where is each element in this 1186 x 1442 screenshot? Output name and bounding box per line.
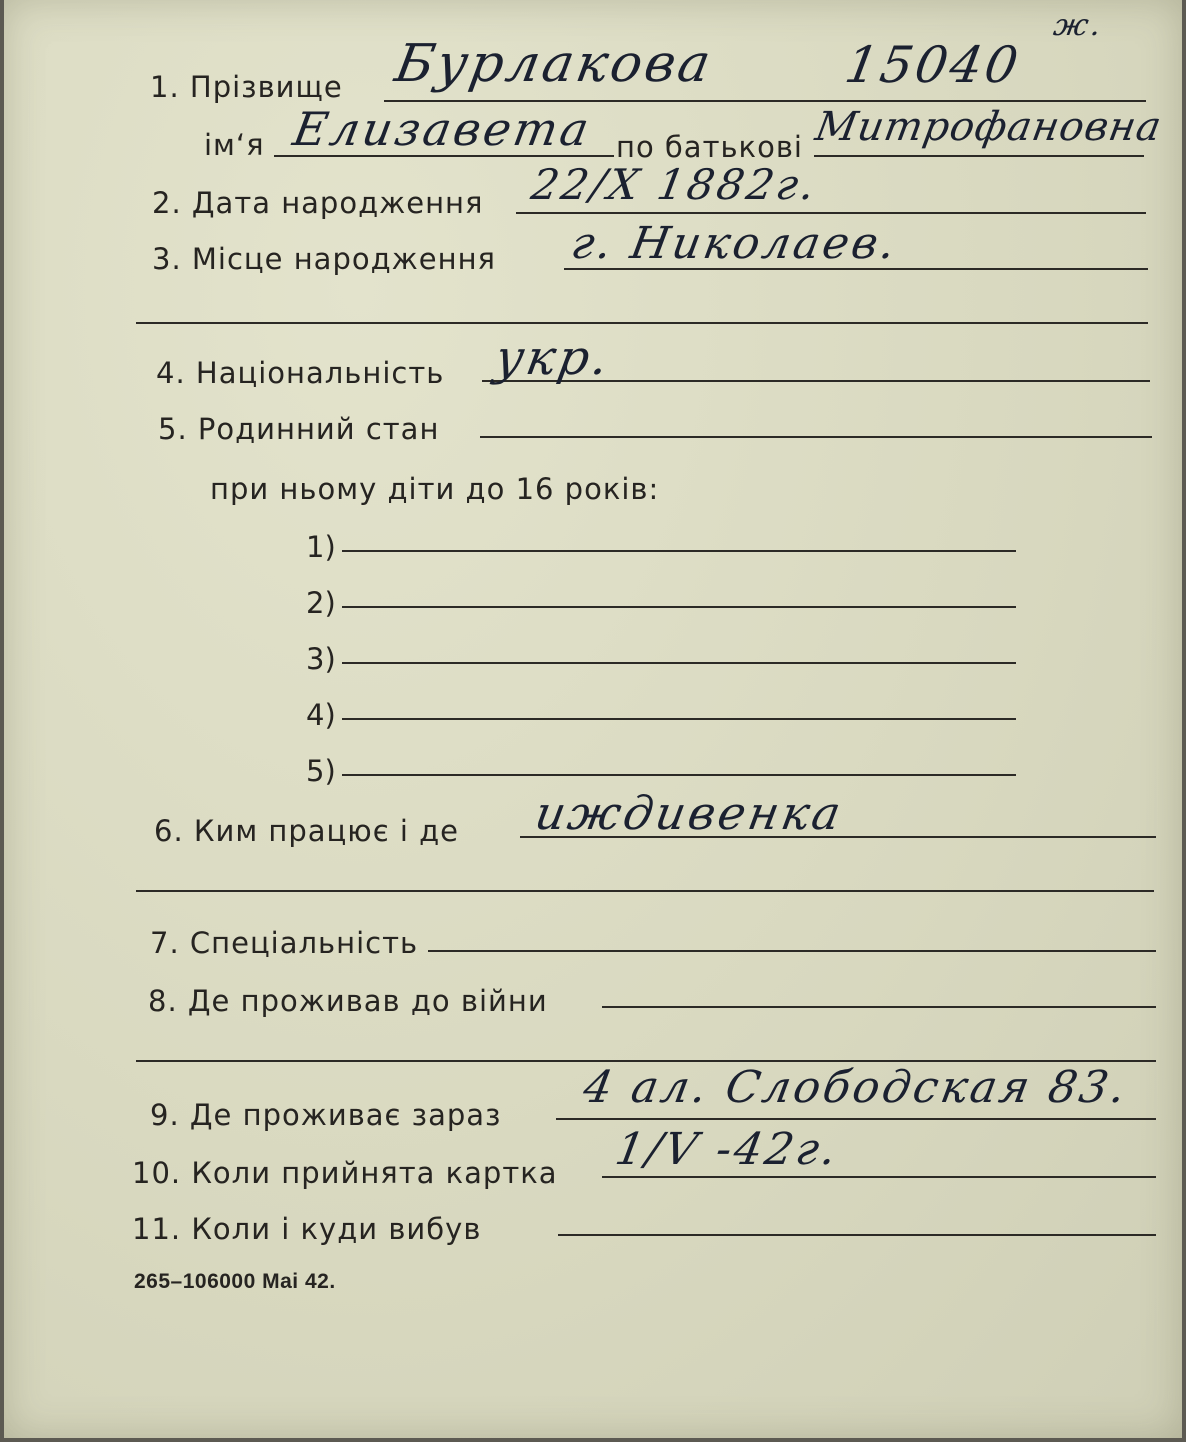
occupation-line-2 [136,890,1154,892]
family-status-label: 5. Родинний стан [158,412,440,446]
birth-place-handwritten: г. Николаев. [567,218,903,269]
specialty-label: 7. Спеціальність [150,926,419,960]
specialty-line [428,950,1156,952]
departed-line [558,1234,1156,1236]
current-residence-handwritten: 4 ал. Слободская 83. [579,1062,1133,1113]
corner-mark-handwritten: ж. [1050,8,1107,43]
birth-date-label: 2. Дата народження [152,186,484,220]
child-number: 4) [306,698,336,732]
registration-card [4,0,1182,1438]
surname-label: 1. Прізвище [150,70,343,104]
patronymic-handwritten: Митрофановна [811,104,1166,150]
birth-date-line [516,212,1146,214]
birth-date-handwritten: 22/X 1882г. [527,160,822,209]
nationality-label: 4. Національність [156,356,445,390]
patronymic-label: по батькові [616,130,803,164]
patronymic-line [814,155,1144,157]
child-number: 1) [306,530,336,564]
occupation-handwritten: иждивенка [531,786,848,840]
child-line [342,774,1016,776]
record-number-handwritten: 15040 [840,36,1026,94]
prewar-residence-line [602,1006,1156,1008]
birth-place-label: 3. Місце народження [152,242,496,276]
surname-handwritten: Бурлакова [390,34,718,94]
card-accepted-label: 10. Коли прийнята картка [132,1156,558,1190]
child-line [342,718,1016,720]
occupation-label: 6. Ким працює і де [154,814,460,848]
card-date-handwritten: 1/V -42г. [611,1124,844,1175]
child-number: 3) [306,642,336,676]
prewar-residence-label: 8. Де проживав до війни [148,984,548,1018]
name-handwritten: Елизавета [289,102,596,156]
child-number: 2) [306,586,336,620]
family-status-line [480,436,1152,438]
birth-place-line-2 [136,322,1148,324]
children-label: при ньому діти до 16 років: [210,472,660,506]
departed-label: 11. Коли і куди вибув [132,1212,482,1246]
child-line [342,662,1016,664]
nationality-handwritten: укр. [491,330,616,386]
child-number: 5) [306,754,336,788]
current-residence-label: 9. Де проживає зараз [150,1098,502,1132]
child-line [342,606,1016,608]
name-label: ім‘я [204,128,265,162]
card-accepted-line [602,1176,1156,1178]
child-line [342,550,1016,552]
print-mark: 265–106000 Mai 42. [134,1270,336,1293]
current-residence-line [556,1118,1156,1120]
